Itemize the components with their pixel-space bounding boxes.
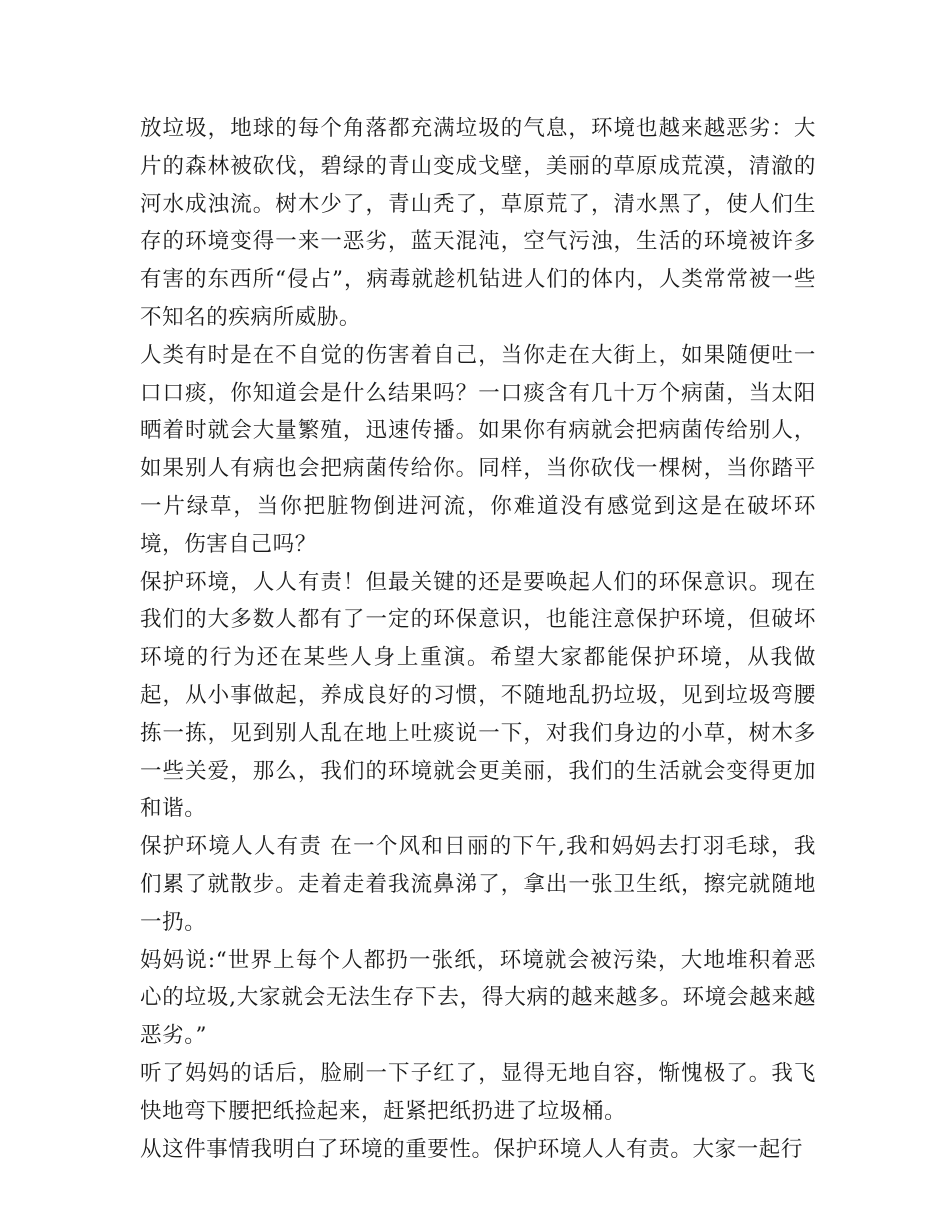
paragraph-4: 保护环境人人有责 在一个风和日丽的下午,我和妈妈去打羽毛球，我们累了就散步。走着走着我流鼻涕了，拿出一张卫生纸，擦完就随地一扔。 xyxy=(140,834,816,935)
paragraph-5: 妈妈说:“世界上每个人都扔一张纸，环境就会被污染，大地堆积着恶心的垃圾,大家就会无法生存下去，得大病的越来越多。环境会越来越恶劣。” xyxy=(140,947,816,1049)
paragraph-7: 从这件事情我明白了环境的重要性。保护环境人人有责。大家一起行 xyxy=(140,1136,804,1162)
paragraph-6: 听了妈妈的话后，脸刷一下子红了，显得无地自容，惭愧极了。我飞快地弯下腰把纸捡起来，赶紧把纸扔进了垃圾桶。 xyxy=(140,1060,816,1124)
document-body xyxy=(140,110,816,1168)
paragraph-3: 保护环境，人人有责！但最关键的还是要唤起人们的环保意识。现在我们的大多数人都有了一定的环保意识，也能注意保护环境，但破坏环境的行为还在某些人身上重演。希望大家都能保护环境，从我做起，从小事做起，养成良好的习惯，不随地乱扔垃圾，见到垃圾弯腰拣一拣，见到别人乱在地上吐痰说一下，对我们身边的小草，树木多一些关爱，那么，我们的环境就会更美丽，我们的生活就会变得更加和谐。 xyxy=(140,569,816,822)
paragraph-2: 人类有时是在不自觉的伤害着自己，当你走在大街上，如果随便吐一口口痰，你知道会是什么结果吗？一口痰含有几十万个病菌，当太阳晒着时就会大量繁殖，迅速传播。如果你有病就会把病菌传给别人，如果别人有病也会把病菌传给你。同样，当你砍伐一棵树，当你踏平一片绿草，当你把脏物倒进河流，你难道没有感觉到这是在破坏环境，伤害自己吗？ xyxy=(140,342,816,557)
paragraph-1: 放垃圾，地球的每个角落都充满垃圾的气息，环境也越来越恶劣：大片的森林被砍伐，碧绿的青山变成戈壁，美丽的草原成荒漠，清澈的河水成浊流。树木少了，青山秃了，草原荒了，清水黑了，使人们生存的环境变得一来一恶劣，蓝天混沌，空气污浊，生活的环境被许多有害的东西所“侵占”，病毒就趁机钻进人们的体内，人类常常被一些不知名的疾病所威胁。 xyxy=(140,116,816,330)
